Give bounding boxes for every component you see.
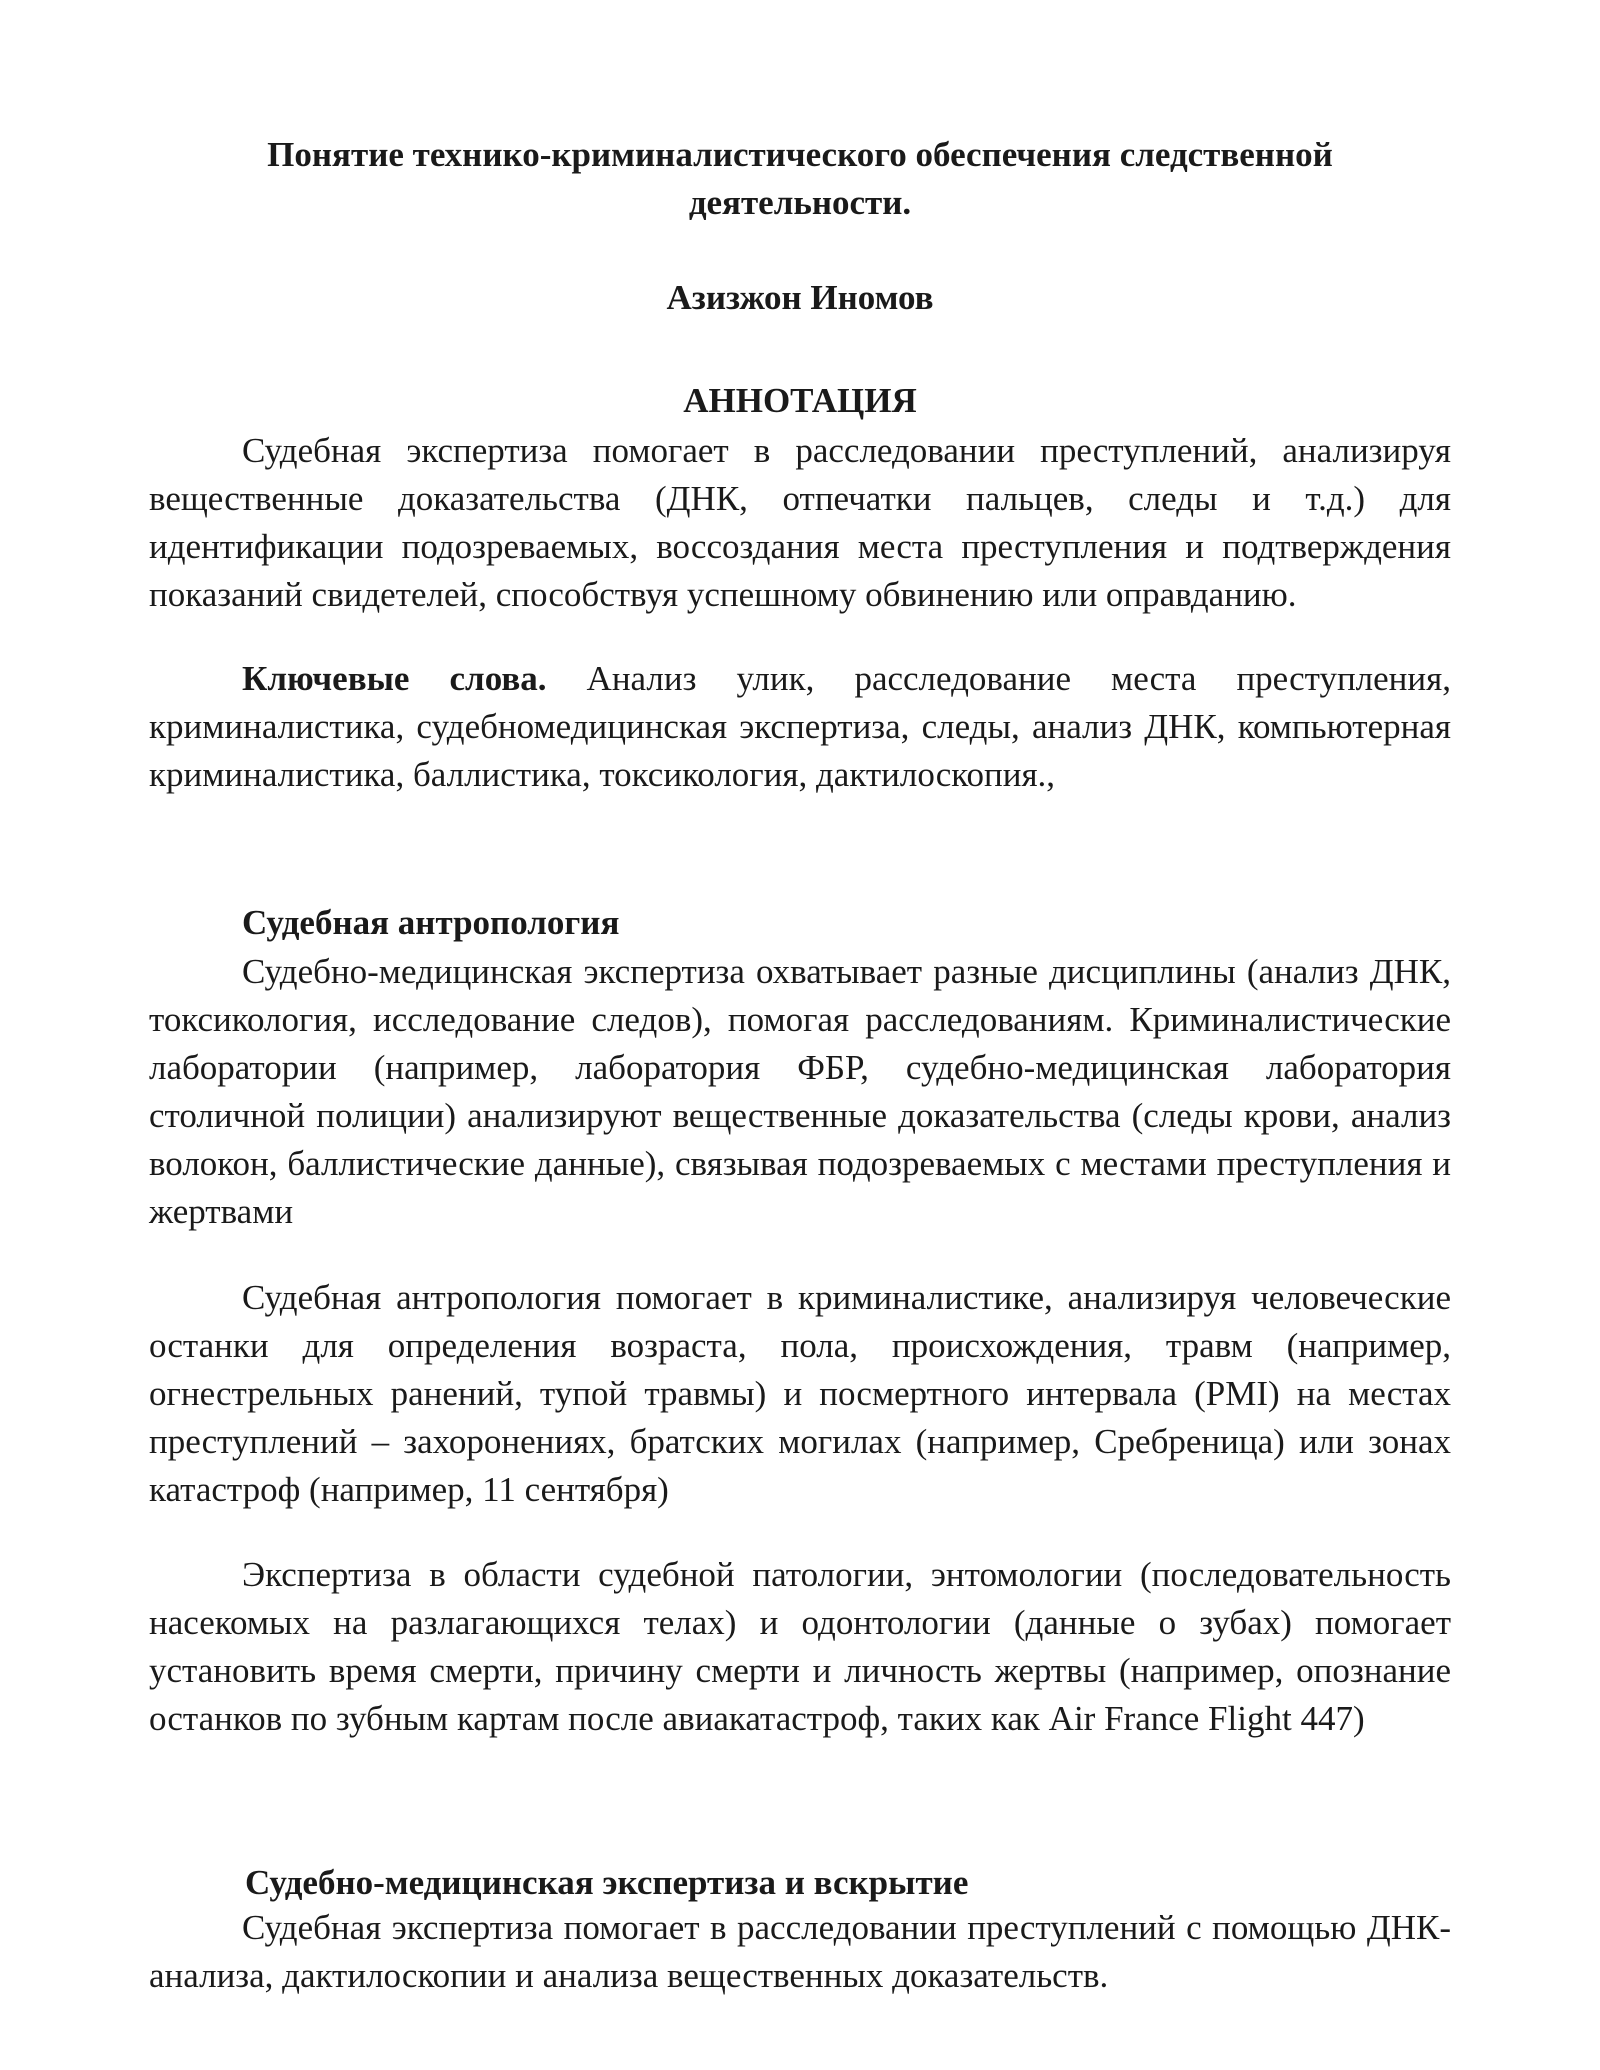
- section-paragraph: Судебная антропология помогает в криминалистике, анализируя человеческие останки для определения возраста, пола, происхождения, травм (например, огнестрельных ранений, тупой травмы) и посмертного интервала (PMI) на местах преступлений – захоронениях, братских могилах (например, Сребреница) или зонах катастроф (например, 11 сентября): [149, 1278, 1451, 1509]
- keywords-label: Ключевые слова.: [242, 659, 547, 698]
- keywords-text: Анализ улик, расследование места преступления, криминалистика, судебномедицинская экспертиза, следы, анализ ДНК, компьютерная криминалистика, баллистика, токсикология, дактилоскопия.,: [149, 659, 1451, 794]
- section-paragraph: Судебная экспертиза помогает в расследовании преступлений с помощью ДНК-анализа, дактилоскопии и анализа вещественных доказательств.: [149, 1908, 1451, 1995]
- document-title: [149, 131, 1451, 227]
- title-line-2: деятельности.: [688, 183, 912, 222]
- section-heading-autopsy: Судебно-медицинская экспертиза и вскрытие: [245, 1863, 969, 1902]
- section-paragraph: Экспертиза в области судебной патологии, энтомологии (последовательность насекомых на разлагающихся телах) и одонтологии (данные о зубах) помогает установить время смерти, причину смерти и личность жертвы (например, опознание останков по зубным картам после авиакатастроф, таких как Air France Flight 447): [149, 1555, 1451, 1738]
- keywords-paragraph: [149, 655, 1451, 799]
- annotation-heading: АННОТАЦИЯ: [683, 381, 917, 420]
- section-heading-anthropology: Судебная антропология: [242, 903, 620, 942]
- section-paragraph: Судебно-медицинская экспертиза охватывает разные дисциплины (анализ ДНК, токсикология, исследование следов), помогая расследованиям. Криминалистические лаборатории (например, лаборатория ФБР, судебно-медицинская лаборатория столичной полиции) анализируют вещественные доказательства (следы крови, анализ волокон, баллистические данные), связывая подозреваемых с местами преступления и жертвами: [149, 952, 1451, 1231]
- title-line-1: Понятие технико-криминалистического обеспечения следственной: [267, 135, 1333, 174]
- author-name: Азизжон Иномов: [666, 278, 934, 317]
- abstract-paragraph: Судебная экспертиза помогает в расследовании преступлений, анализируя вещественные доказательства (ДНК, отпечатки пальцев, следы и т.д.) для идентификации подозреваемых, воссоздания места преступления и подтверждения показаний свидетелей, способствуя успешному обвинению или оправданию.: [149, 431, 1451, 614]
